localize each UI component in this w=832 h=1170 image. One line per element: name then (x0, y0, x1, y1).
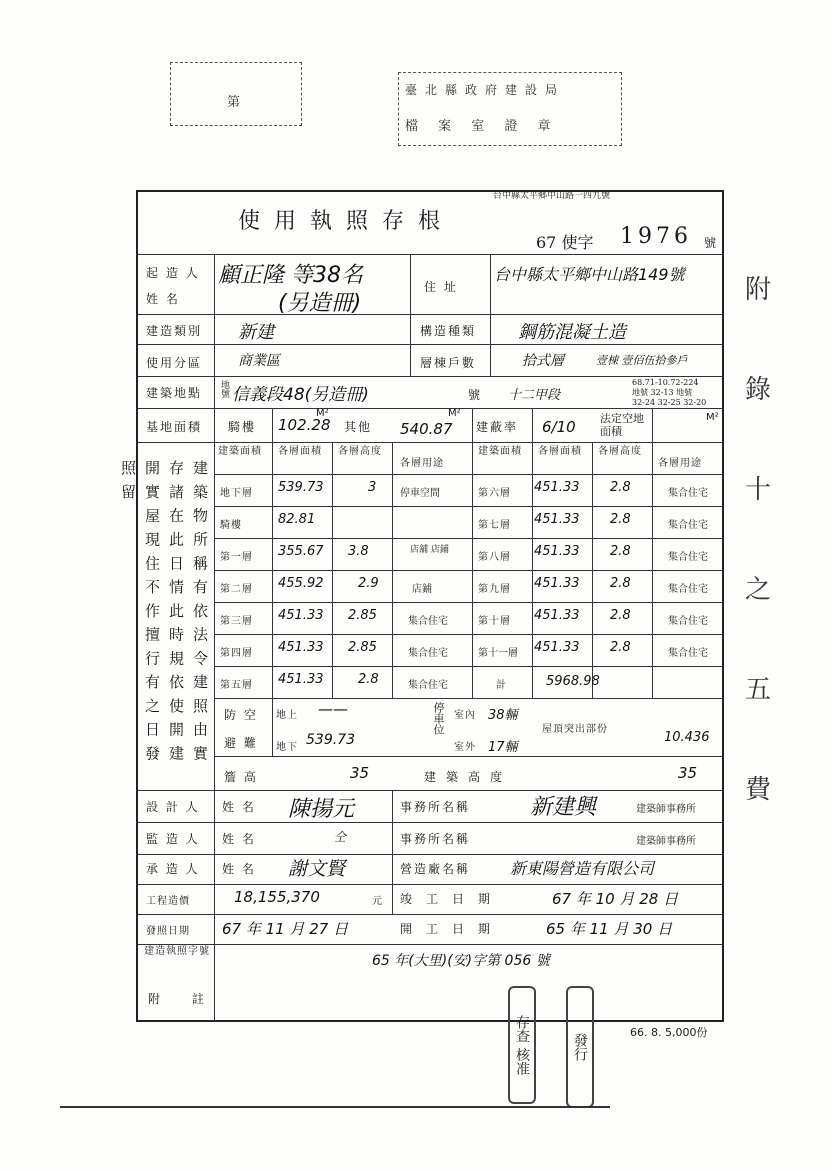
floor-name: 第六層 (478, 488, 511, 499)
designer-office-suffix: 建築師事務所 (636, 804, 696, 815)
completion-label: 竣工日期 (400, 892, 505, 906)
floor-height: 3.8 (348, 544, 369, 559)
floor-use: 集合住宅 (668, 648, 708, 659)
right-margin-text (745, 240, 775, 840)
above-ground-label: 地上 (276, 710, 298, 721)
floor-area: 355.67 (278, 544, 324, 559)
floor-height: 2.8 (610, 608, 631, 623)
contractor-firm-label: 營造廠名稱 (400, 862, 471, 876)
floor-name: 第十一層 (478, 648, 518, 659)
header-left-height: 各層高度 (338, 446, 382, 457)
cost-unit: 元 (372, 896, 382, 907)
units-count: 壹棟 壹佰伍拾參戶 (596, 354, 688, 367)
shelter-label: 防 空 (224, 708, 258, 722)
floor-name: 第二層 (220, 584, 253, 595)
top-right-stamp (398, 72, 622, 146)
indoor-parking: 38輛 (488, 708, 518, 723)
floor-area: 451.33 (534, 544, 580, 559)
floor-use: 停車空間 (400, 488, 440, 499)
completion-date: 67 年 10 月 28 日 (552, 890, 679, 908)
margin-char: 之 (745, 575, 772, 605)
site-no-label: 號 (468, 388, 483, 402)
floor-height: 2.8 (358, 672, 379, 687)
side-note-col2: 諸 在 此 日 情 此 時 規 依 使 開 建 開 實 (143, 460, 185, 763)
legal-open-label: 法定空地面積 (600, 412, 644, 438)
license-form (136, 190, 724, 1022)
applicant-seal: (另造冊) (278, 291, 362, 316)
building-type: 新建 (238, 322, 274, 343)
applicant-address: 台中縣太平鄉中山路149號 (494, 265, 685, 284)
unit-m2: M² (706, 412, 719, 423)
floor-height: 2.8 (610, 512, 631, 527)
indoor-label: 室內 (454, 710, 476, 721)
floor-name: 第一層 (220, 552, 253, 563)
license-prefix: 67 使字 (536, 233, 594, 252)
cost-label: 工程造價 (146, 896, 190, 907)
issue-date-label: 發照日期 (146, 926, 190, 937)
outdoor-parking: 17輛 (488, 740, 518, 755)
floor-row (218, 570, 472, 602)
stamp-text: 發行 (572, 1033, 588, 1061)
site-area-label: 基地面積 (146, 420, 203, 434)
license-number: 1976 (620, 224, 692, 249)
floor-row (218, 634, 472, 666)
issue-date: 67 年 11 月 27 日 (222, 920, 349, 938)
start-date-label: 開工日期 (400, 922, 505, 936)
floor-area: 451.33 (278, 672, 324, 687)
designer-office-label: 事務所名稱 (400, 800, 471, 814)
floor-row (218, 602, 472, 634)
site-location: 信義段48(另造冊) (232, 385, 369, 405)
above-ground-value: —— (318, 700, 348, 718)
designer-role: 設 計 人 (146, 800, 200, 814)
header-right-area: 建築面積 (478, 446, 522, 457)
floor-height: 2.85 (348, 640, 377, 655)
side-note-col1: 屋 現 住 不 作 擅 行 有 之 日 發 照 留 (119, 460, 161, 763)
contractor-role: 承 造 人 (146, 862, 200, 876)
floor-row (476, 570, 726, 602)
floor-area: 539.73 (278, 480, 324, 495)
site-note: 32-24 32-25 32-20 (632, 398, 707, 407)
floor-use: 集合住宅 (668, 552, 708, 563)
floor-area: 82.81 (278, 512, 316, 527)
unit-m2: M² (316, 408, 329, 419)
floor-use: 集合住宅 (668, 520, 708, 531)
use-zone: 商業區 (238, 353, 280, 369)
start-date: 65 年 11 月 30 日 (546, 920, 673, 938)
floor-row (476, 602, 726, 634)
margin-char: 附 (745, 275, 772, 305)
floor-area: 451.33 (534, 576, 580, 591)
license-suffix: 號 (704, 236, 717, 250)
approval-stamp (508, 986, 536, 1104)
permit-number: 65 年(大里)(安)字第 056 號 (372, 953, 550, 969)
floor-row (476, 506, 726, 538)
floor-row (476, 538, 726, 570)
supervisor-name-label: 姓 名 (222, 832, 256, 846)
stamp-line2: 檔 案 室 證 章 (405, 119, 559, 134)
floor-name: 第五層 (220, 680, 253, 691)
site-notes (632, 378, 706, 408)
site-section: 十二甲段 (508, 388, 561, 403)
stamp-text: 第 (227, 95, 249, 110)
structure-label: 構造種類 (420, 324, 477, 338)
eave-height: 35 (350, 764, 370, 782)
floor-name: 第三層 (220, 616, 253, 627)
margin-char: 十 (745, 475, 772, 505)
use-zone-label: 使用分區 (146, 356, 203, 370)
floor-use: 集合住宅 (408, 616, 448, 627)
designer-name-label: 姓 名 (222, 800, 256, 814)
site-sub-label: 地號 (219, 380, 229, 398)
floor-use: 集合住宅 (668, 488, 708, 499)
print-note: 66. 8. 5,000份 (630, 1026, 708, 1039)
header-right-use: 各層用途 (658, 458, 702, 469)
floor-height: 2.9 (358, 576, 379, 591)
unit-m2: M² (448, 408, 461, 419)
floor-row (476, 474, 726, 506)
header-left-area: 建築面積 (218, 446, 262, 457)
side-note-col3: 建 築 物 所 稱 有 依 法 令 建 照 由 實 存 (167, 460, 209, 763)
building-type-label: 建造類別 (146, 324, 203, 338)
structure-type: 鋼筋混凝土造 (518, 322, 626, 343)
header-left-floor-area: 各層面積 (278, 446, 322, 457)
floor-name: 第四層 (220, 648, 253, 659)
floor-height: 2.8 (610, 480, 631, 495)
permit-label: 建造執照字號 (144, 946, 210, 957)
other-label: 其他 (344, 420, 373, 434)
floor-name: 第八層 (478, 552, 511, 563)
stamp-line1: 臺北縣政府建設局 (405, 83, 566, 97)
contractor-name: 謝文賢 (288, 858, 346, 880)
address-label: 住 址 (424, 280, 458, 294)
roof-area: 10.436 (664, 730, 710, 745)
contractor-firm: 新東陽營造有限公司 (510, 859, 655, 878)
supervisor-office-suffix: 建築師事務所 (636, 836, 696, 847)
applicant-label: 起 造 人 (146, 266, 200, 280)
supervisor-role: 監 造 人 (146, 832, 200, 846)
arcade-label: 騎樓 (228, 420, 257, 434)
floor-name: 地下層 (220, 488, 253, 499)
floor-area: 451.33 (278, 640, 324, 655)
floors-label: 層棟戶數 (420, 356, 477, 370)
floor-total-area: 5968.98 (546, 674, 600, 689)
supervisor-name: 仝 (334, 830, 347, 844)
applicant-name: 顧正隆 等38名 (218, 263, 363, 288)
eave-height-label: 簷 高 (224, 770, 258, 784)
floor-area: 451.33 (534, 480, 580, 495)
floor-use: 集合住宅 (668, 584, 708, 595)
evacuation-label: 避 難 (224, 736, 258, 750)
contractor-name-label: 姓 名 (222, 862, 256, 876)
supervisor-office-label: 事務所名稱 (400, 832, 471, 846)
floor-height: 2.85 (348, 608, 377, 623)
floor-use: 店舖 店鋪 (410, 545, 449, 555)
roof-label: 屋頂突出部份 (542, 724, 608, 735)
floor-use: 集合住宅 (408, 648, 448, 659)
header-right-height: 各層高度 (598, 446, 642, 457)
header-right-floor-area: 各層面積 (538, 446, 582, 457)
floor-area: 451.33 (278, 608, 324, 623)
site-note: 68.71-10.72-224 (632, 378, 699, 387)
coverage-ratio: 6/10 (542, 418, 576, 436)
header-left-use: 各層用途 (400, 458, 444, 469)
site-label: 建築地點 (146, 386, 203, 400)
floor-name: 第七層 (478, 520, 511, 531)
form-title: 使用執照存根 (238, 209, 455, 234)
cost-value: 18,155,370 (234, 888, 320, 906)
applicant-name-label: 姓 名 (146, 292, 180, 306)
other-area: 540.87 (400, 420, 453, 438)
outdoor-label: 室外 (454, 742, 476, 753)
floor-row (218, 474, 472, 506)
floor-name: 第十層 (478, 616, 511, 627)
floor-row (218, 506, 472, 538)
designer-name: 陳揚元 (288, 797, 355, 822)
issue-stamp (566, 986, 594, 1108)
margin-char: 五 (745, 675, 772, 705)
floor-area: 451.33 (534, 512, 580, 527)
floor-row (476, 634, 726, 666)
building-height-label: 建築高度 (424, 770, 513, 784)
remark-label: 附 註 (148, 992, 218, 1006)
floor-height: 2.8 (610, 544, 631, 559)
floor-use: 集合住宅 (668, 616, 708, 627)
floor-row (218, 538, 472, 570)
site-note: 地號 32-13 地號 (632, 388, 693, 397)
stamp-text: 存查 (514, 1014, 530, 1043)
floor-area: 451.33 (534, 640, 580, 655)
margin-char: 錄 (745, 375, 772, 405)
floor-row (218, 666, 472, 698)
floor-use: 店鋪 (412, 584, 432, 595)
floor-total-label: 計 (496, 680, 507, 691)
margin-char: 費 (745, 775, 772, 805)
coverage-label: 建蔽率 (476, 420, 519, 434)
floor-area: 455.92 (278, 576, 324, 591)
top-note: 台中縣太平鄉中山路一四九號 (493, 191, 611, 201)
floor-height: 3 (368, 480, 377, 495)
floor-row-total (476, 666, 726, 698)
floor-area: 451.33 (534, 608, 580, 623)
floor-name: 騎樓 (220, 520, 242, 531)
arcade-area: 102.28 (278, 416, 331, 434)
floor-use: 集合住宅 (408, 680, 448, 691)
designer-office: 新建興 (530, 795, 597, 820)
parking-label: 停車位 (432, 702, 445, 735)
building-height: 35 (678, 764, 698, 782)
floor-height: 2.8 (610, 576, 631, 591)
floors-count: 拾式層 (522, 353, 564, 369)
stamp-text: 核准 (514, 1047, 530, 1076)
top-left-stamp (170, 62, 302, 126)
floor-height: 2.8 (610, 640, 631, 655)
below-ground-label: 地下 (276, 742, 298, 753)
bottom-rule (60, 1106, 610, 1108)
below-ground-value: 539.73 (306, 732, 355, 748)
floor-name: 第九層 (478, 584, 511, 595)
